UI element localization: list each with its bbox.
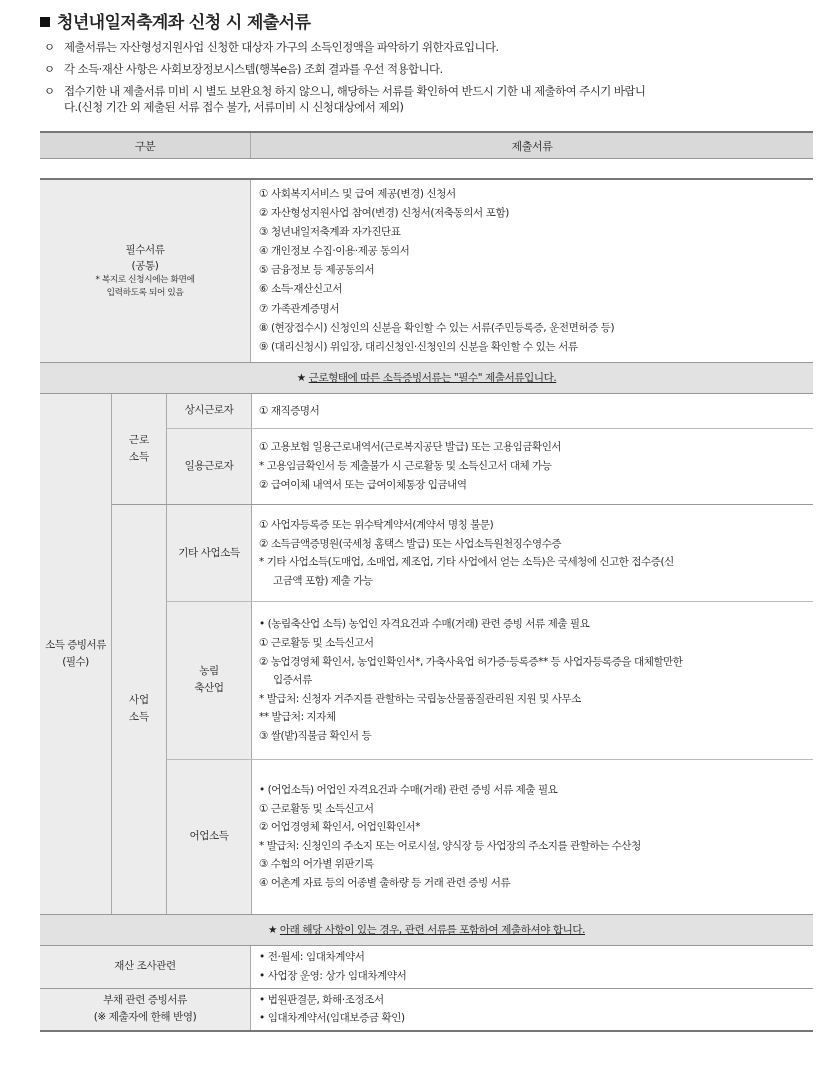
notice-text-continued: 다.(신청 기간 외 제출된 서류 접수 불가, 서류미비 시 신청대상에서 제외) [64,100,404,114]
required-note: 입력하도록 되어 있음 [106,287,184,298]
list-item: • 임대차계약서(임대보증금 확인) [259,1012,405,1025]
required-label-title: 필수서류 [125,243,165,256]
notice-band [40,363,813,394]
debt-label-title: 부채 관련 증빙서류 [103,994,187,1007]
notice-list [44,36,804,115]
list-item: • (어업소득) 어업인 자격요건과 수매(거래) 관련 증빙 서류 제출 필요 [259,783,558,796]
list-item: ① 고용보험 일용근로내역서(근로복지공단 발급) 또는 고용임금확인서 [259,441,562,454]
row-label [167,602,252,758]
list-item: • 사업장 운영: 상가 임대차계약서 [259,969,407,982]
list-item: ③ 쌀(밭)직불금 확인서 등 [259,729,372,742]
required-label-sub: (공통) [131,259,159,272]
table-row [167,394,813,429]
document-title-text: 청년내일저축계좌 신청 시 제출서류 [57,13,311,33]
list-item: ** 발급처: 지자체 [259,711,336,724]
group-label-line: 소득 [128,711,150,724]
work-income-label [112,394,167,504]
notice-item [44,80,804,115]
list-item: ④ 개인정보 수집·이용·제공 동의서 [259,245,410,258]
notice-text: 각 소득·재산 사항은 사회보장정보시스템(행복e음) 조회 결과를 우선 적용합니다. [64,62,443,76]
required-items [251,180,813,362]
group-label-line: 근로 [128,433,150,446]
list-item: ⑧ (현장접수시) 신청인의 신분을 확인할 수 있는 서류(주민등록증, 운전면허증 등) [259,321,615,334]
square-bullet-icon [40,17,50,27]
list-item: ① 사업자등록증 또는 위수탁계약서(계약서 명칭 불문) [259,518,494,531]
row-content [252,505,813,602]
row-content [252,394,813,428]
debt-label [40,989,251,1030]
income-label-title: 소득 증빙서류 [45,638,106,651]
list-item: * 발급처: 신청자 거주지를 관할하는 국립농산물품질관리원 지원 및 사무소 [259,692,581,705]
income-label-sub: (필수) [62,655,89,668]
group-label-line: 사업 [128,694,150,707]
list-item: ① 사회복지서비스 및 급여 제공(변경) 신청서 [259,188,456,200]
row-label: 어업소득 [167,760,252,914]
row-content [252,429,813,504]
document-title [40,8,310,33]
table-row [167,505,813,603]
business-income-rows [167,505,813,914]
list-item: * 기타 사업소득(도매업, 소매업, 제조업, 기타 사업에서 얻는 소득)은 국세청에 신고한 접수증(신 [259,556,674,569]
list-item: ③ 청년내일저축계좌 자가진단표 [259,226,401,239]
documents-table [40,131,813,1032]
property-items [251,946,813,988]
star-icon: ★ [267,923,277,936]
table-row [167,602,813,759]
notice-item [44,58,804,80]
row-label: 상시근로자 [167,394,252,428]
list-item: ① 근로활동 및 소득신고서 [259,637,374,649]
income-label [40,394,112,914]
list-item: • 법원판결문, 화해·조정조서 [259,993,384,1006]
row-label-line: 축산업 [194,682,224,695]
circle-bullet-icon: ㅇ [44,40,55,54]
table-header [40,131,813,159]
list-item: ④ 어촌계 자료 등의 어종별 출하량 등 거래 관련 증빙 서류 [259,876,511,889]
business-income-label [112,505,167,914]
table-row [167,760,813,914]
list-item: * 발급처: 신청인의 주소지 또는 어로시설, 양식장 등 사업장의 주소지를 관할하는 수산청 [259,839,641,852]
list-item: 입증서류 [273,674,312,687]
spacer [40,159,813,178]
required-label [40,180,251,362]
list-item: ① 재직증명서 [259,404,320,417]
notice-item [44,36,804,58]
property-label: 재산 조사관련 [40,946,251,988]
header-documents: 제출서류 [511,139,553,153]
list-item: ③ 수협의 어가별 위판기록 [259,858,374,871]
required-section [40,178,813,363]
list-item: ⑥ 소득·재산신고서 [259,283,343,296]
notice-band [40,915,813,946]
list-item: * 고용임금확인서 등 제출불가 시 근로활동 및 소득신고서 대체 가능 [259,460,552,473]
list-item: ② 자산형성지원사업 참여(변경) 신청서(저축동의서 포함) [259,207,509,220]
notice-band-text: 근로형태에 따른 소득증빙서류는 "필수" 제출서류입니다. [308,372,557,385]
list-item: ⑤ 금융정보 등 제공동의서 [259,264,375,277]
property-row [40,946,813,989]
header-category: 구분 [40,133,251,158]
group-label-line: 소득 [128,450,150,463]
circle-bullet-icon: ㅇ [44,62,55,76]
list-item: ② 농업경영체 확인서, 농업인확인서*, 가축사육업 허가증·등록증** 등 사업자등록증을 대체할만한 [259,655,683,668]
list-item: • 전·월세: 임대차계약서 [259,951,365,964]
list-item: ② 어업경영체 확인서, 어업인확인서* [259,821,421,834]
list-item: ① 근로활동 및 소득신고서 [259,802,374,815]
row-label: 기타 사업소득 [167,505,252,602]
work-income-group [112,394,813,505]
list-item: ⑨ (대리신청시) 위임장, 대리신청인·신청인의 신분을 확인할 수 있는 서류 [259,340,578,353]
list-item: ② 급여이체 내역서 또는 급여이체통장 입금내역 [259,478,467,491]
table-row [167,429,813,504]
star-icon: ★ [296,371,306,384]
circle-bullet-icon: ㅇ [44,84,55,98]
work-income-rows [167,394,813,504]
income-section [40,394,813,915]
income-groups [112,394,813,914]
required-note: * 복지로 신청시에는 화면에 [95,274,195,285]
list-item: ② 소득금액증명원(국세청 홈택스 발급) 또는 사업소득원천징수영수증 [259,537,562,550]
row-label-line: 농림 [199,665,219,678]
debt-items [251,989,813,1030]
business-income-group [112,505,813,914]
list-item: ⑦ 가족관계증명서 [259,302,340,315]
notice-band-text: 아래 해당 사항이 있는 경우, 관련 서류를 포함하여 제출하셔야 합니다. [279,924,586,937]
list-item: • (농림축산업 소득) 농업인 자격요건과 수매(거래) 관련 증빙 서류 제출 필요 [259,618,590,631]
notice-text: 제출서류는 자산형성지원사업 신청한 대상자 가구의 소득인정액을 파악하기 위한자료입니다. [64,40,499,54]
list-item: 고금액 포함) 제출 가능 [273,574,373,587]
notice-text: 접수기한 내 제출서류 미비 시 별도 보완요청 하지 않으니, 해당하는 서류를 확인하여 반드시 기한 내 제출하여 주시기 바랍니 [64,84,646,98]
row-label: 일용근로자 [167,429,252,504]
debt-label-sub: (※ 제출자에 한해 반영) [93,1011,197,1024]
row-content [252,602,813,758]
row-content [252,760,813,914]
debt-row [40,989,813,1032]
